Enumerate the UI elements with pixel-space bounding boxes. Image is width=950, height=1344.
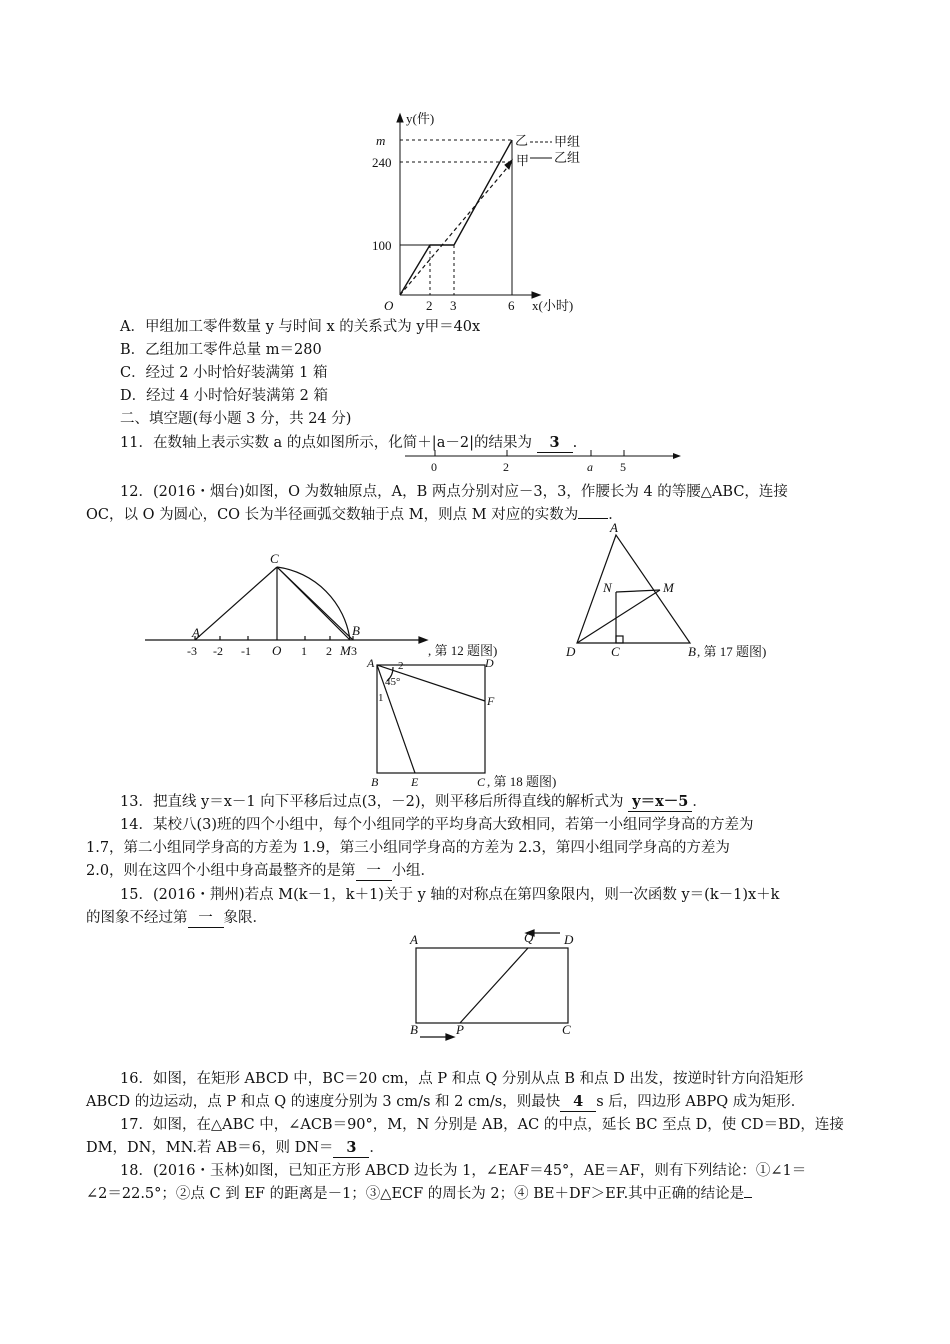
fig12-caption: , 第 12 题图) xyxy=(428,643,498,658)
fig18-label-e: E xyxy=(411,775,419,789)
question-18-line2 xyxy=(86,1185,752,1203)
q16-line2-pre: ABCD 的边运动，点 P 和点 Q 的速度分别为 3 cm/s 和 2 cm/s，则最快 xyxy=(86,1094,561,1110)
fig12-tick-m2: -2 xyxy=(213,644,223,658)
q15-line2-post: 象限． xyxy=(223,910,267,926)
q14-line3-pre: 2.0，则在这四个小组中身高最整齐的是第 xyxy=(86,863,356,879)
fig17-label-m: M xyxy=(663,580,674,595)
legend-jia: 甲组 xyxy=(554,134,581,149)
question-17-line2 xyxy=(86,1139,384,1158)
fig17-label-d: D xyxy=(566,644,576,659)
q11-tick-5: 5 xyxy=(620,460,626,474)
fig12-tick-3: 3 xyxy=(351,644,357,658)
q18-line2-text: ∠2＝22.5°；②点 C 到 EF 的距离是－1；③△ECF 的周长为 2；④ BE＋DF＞EF.其中正确的结论是 xyxy=(86,1186,745,1202)
fig18-label-45: 45° xyxy=(385,676,401,688)
work-graph xyxy=(360,110,620,315)
fig17-label-n: N xyxy=(603,580,612,595)
q11-number-line xyxy=(405,448,685,476)
question-15-line1: 15．(2016・荆州)若点 M(k－1，k＋1)关于 y 轴的对称点在第四象限内，则一次函数 y＝(k－1)x＋k xyxy=(120,887,780,903)
y-tick-240: 240 xyxy=(372,155,392,170)
q12-end: ． xyxy=(608,507,623,523)
fig18-label-1: 1 xyxy=(378,692,384,704)
q15-answer: 一 xyxy=(188,909,224,928)
fig12-label-a: A xyxy=(192,625,200,640)
q17-end: ． xyxy=(369,1140,384,1156)
x-tick-2: 2 xyxy=(426,298,433,313)
fig17-label-c: C xyxy=(611,644,620,659)
legend-yi: 乙组 xyxy=(554,150,581,165)
q15-line2-pre: 的图象不经过第 xyxy=(86,910,188,926)
q11-tick-0: 0 xyxy=(431,460,437,474)
fig16-label-p: P xyxy=(456,1022,464,1037)
end-label-jia: 甲 xyxy=(516,153,530,168)
fig12-tick-m3: -3 xyxy=(187,644,197,658)
option-d: D．经过 4 小时恰好装满第 2 箱 xyxy=(120,388,329,404)
fig18-label-d: D xyxy=(485,656,494,670)
question-17-line1: 17．如图，在△ABC 中，∠ACB＝90°，M，N 分别是 AB，AC 的中点，延长 BC 至点 D，使 CD＝BD，连接 xyxy=(120,1117,844,1133)
fig12-tick-m1: -1 xyxy=(241,644,251,658)
q17-line2-pre: DM，DN，MN.若 AB＝6，则 DN＝ xyxy=(86,1140,334,1156)
q11-text: 11．在数轴上表示实数 a 的点如图所示，化简＋|a－2|的结果为 xyxy=(120,435,532,451)
question-16-line2 xyxy=(86,1093,805,1112)
q16-answer: 4 xyxy=(560,1093,596,1112)
q12-blank xyxy=(578,518,608,519)
fig16-label-a: A xyxy=(410,932,418,947)
fig16-label-b: B xyxy=(410,1022,418,1037)
fig16-label-c: C xyxy=(562,1022,571,1037)
fig17-label-b: B xyxy=(688,644,696,659)
question-13 xyxy=(120,793,707,812)
question-15-line2 xyxy=(86,909,267,928)
fig-12 xyxy=(140,545,520,660)
fig12-label-c: C xyxy=(270,551,279,566)
question-14-line1: 14．某校八(3)班的四个小组中，每个小组同学的平均身高大致相同，若第一小组同学身高的方差为 xyxy=(120,817,754,833)
y-tick-100: 100 xyxy=(372,238,392,253)
fig17-caption: , 第 17 题图) xyxy=(697,644,767,659)
fig12-label-b: B xyxy=(352,623,360,638)
fig12-label-o: O xyxy=(272,643,282,658)
q12-line2-text: OC，以 O 为圆心，CO 长为半径画弧交数轴于点 M，则点 M 对应的实数为 xyxy=(86,507,579,523)
question-14-line3 xyxy=(86,862,435,881)
q17-answer: 3 xyxy=(333,1139,369,1158)
q13-end: ． xyxy=(692,794,707,810)
fig18-caption: , 第 18 题图) xyxy=(487,774,557,789)
q11-tick-a: a xyxy=(587,460,593,474)
q11-end: . xyxy=(572,435,578,451)
fig-16 xyxy=(400,920,600,1045)
q14-answer: 一 xyxy=(356,862,392,881)
x-tick-6: 6 xyxy=(508,298,515,313)
fig18-label-a: A xyxy=(367,656,375,670)
fig16-label-q: Q xyxy=(524,930,534,945)
question-12-line2 xyxy=(86,506,623,524)
q16-line2-post: s 后，四边形 ABPQ 成为矩形． xyxy=(596,1094,806,1110)
option-a: A．甲组加工零件数量 y 与时间 x 的关系式为 y甲＝40x xyxy=(120,319,481,335)
fig18-label-b: B xyxy=(371,775,379,789)
x-axis-label: x(小时) xyxy=(532,298,574,313)
q13-text: 13．把直线 y＝x－1 向下平移后过点(3，－2)，则平移后所得直线的解析式为 xyxy=(120,794,624,810)
y-tick-m: m xyxy=(376,133,386,148)
fig12-label-m: M xyxy=(340,643,351,658)
fig-18 xyxy=(365,655,625,790)
fig12-tick-1: 1 xyxy=(301,644,307,658)
fig18-label-c: C xyxy=(477,775,486,789)
section-heading: 二、填空题(每小题 3 分，共 24 分) xyxy=(120,411,352,427)
question-14-line2: 1.7，第二小组同学身高的方差为 1.9，第三小组同学身高的方差为 2.3，第四小组同学身高的方差为 xyxy=(86,840,730,856)
fig18-label-2: 2 xyxy=(398,660,404,672)
fig16-label-d: D xyxy=(564,932,574,947)
fig12-tick-2: 2 xyxy=(326,644,332,658)
q14-line3-post: 小组． xyxy=(391,863,436,879)
question-18-line1: 18．(2016・玉林)如图，已知正方形 ABCD 边长为 1，∠EAF＝45°，AE＝AF，则有下列结论：①∠1＝ xyxy=(120,1163,807,1179)
x-tick-3: 3 xyxy=(450,298,457,313)
option-b: B．乙组加工零件总量 m＝280 xyxy=(120,342,322,358)
question-12-line1: 12．(2016・烟台)如图，O 为数轴原点，A，B 两点分别对应－3，3，作腰长为 4 的等腰△ABC，连接 xyxy=(120,484,788,500)
fig17-label-a: A xyxy=(610,520,618,535)
question-16-line1: 16．如图，在矩形 ABCD 中，BC＝20 cm，点 P 和点 Q 分别从点 B 和点 D 出发，按逆时针方向沿矩形 xyxy=(120,1071,804,1087)
y-axis-label: y(件) xyxy=(406,111,435,126)
fig-17 xyxy=(560,520,800,660)
option-c: C．经过 2 小时恰好装满第 1 箱 xyxy=(120,365,328,381)
q11-answer: 3 xyxy=(537,434,573,453)
end-label-yi: 乙 xyxy=(515,133,529,148)
q13-answer: y＝x－5 xyxy=(628,793,692,812)
fig18-label-f: F xyxy=(487,694,495,708)
q11-tick-2: 2 xyxy=(503,460,509,474)
origin-label: O xyxy=(384,298,394,313)
q18-blank xyxy=(744,1197,752,1198)
